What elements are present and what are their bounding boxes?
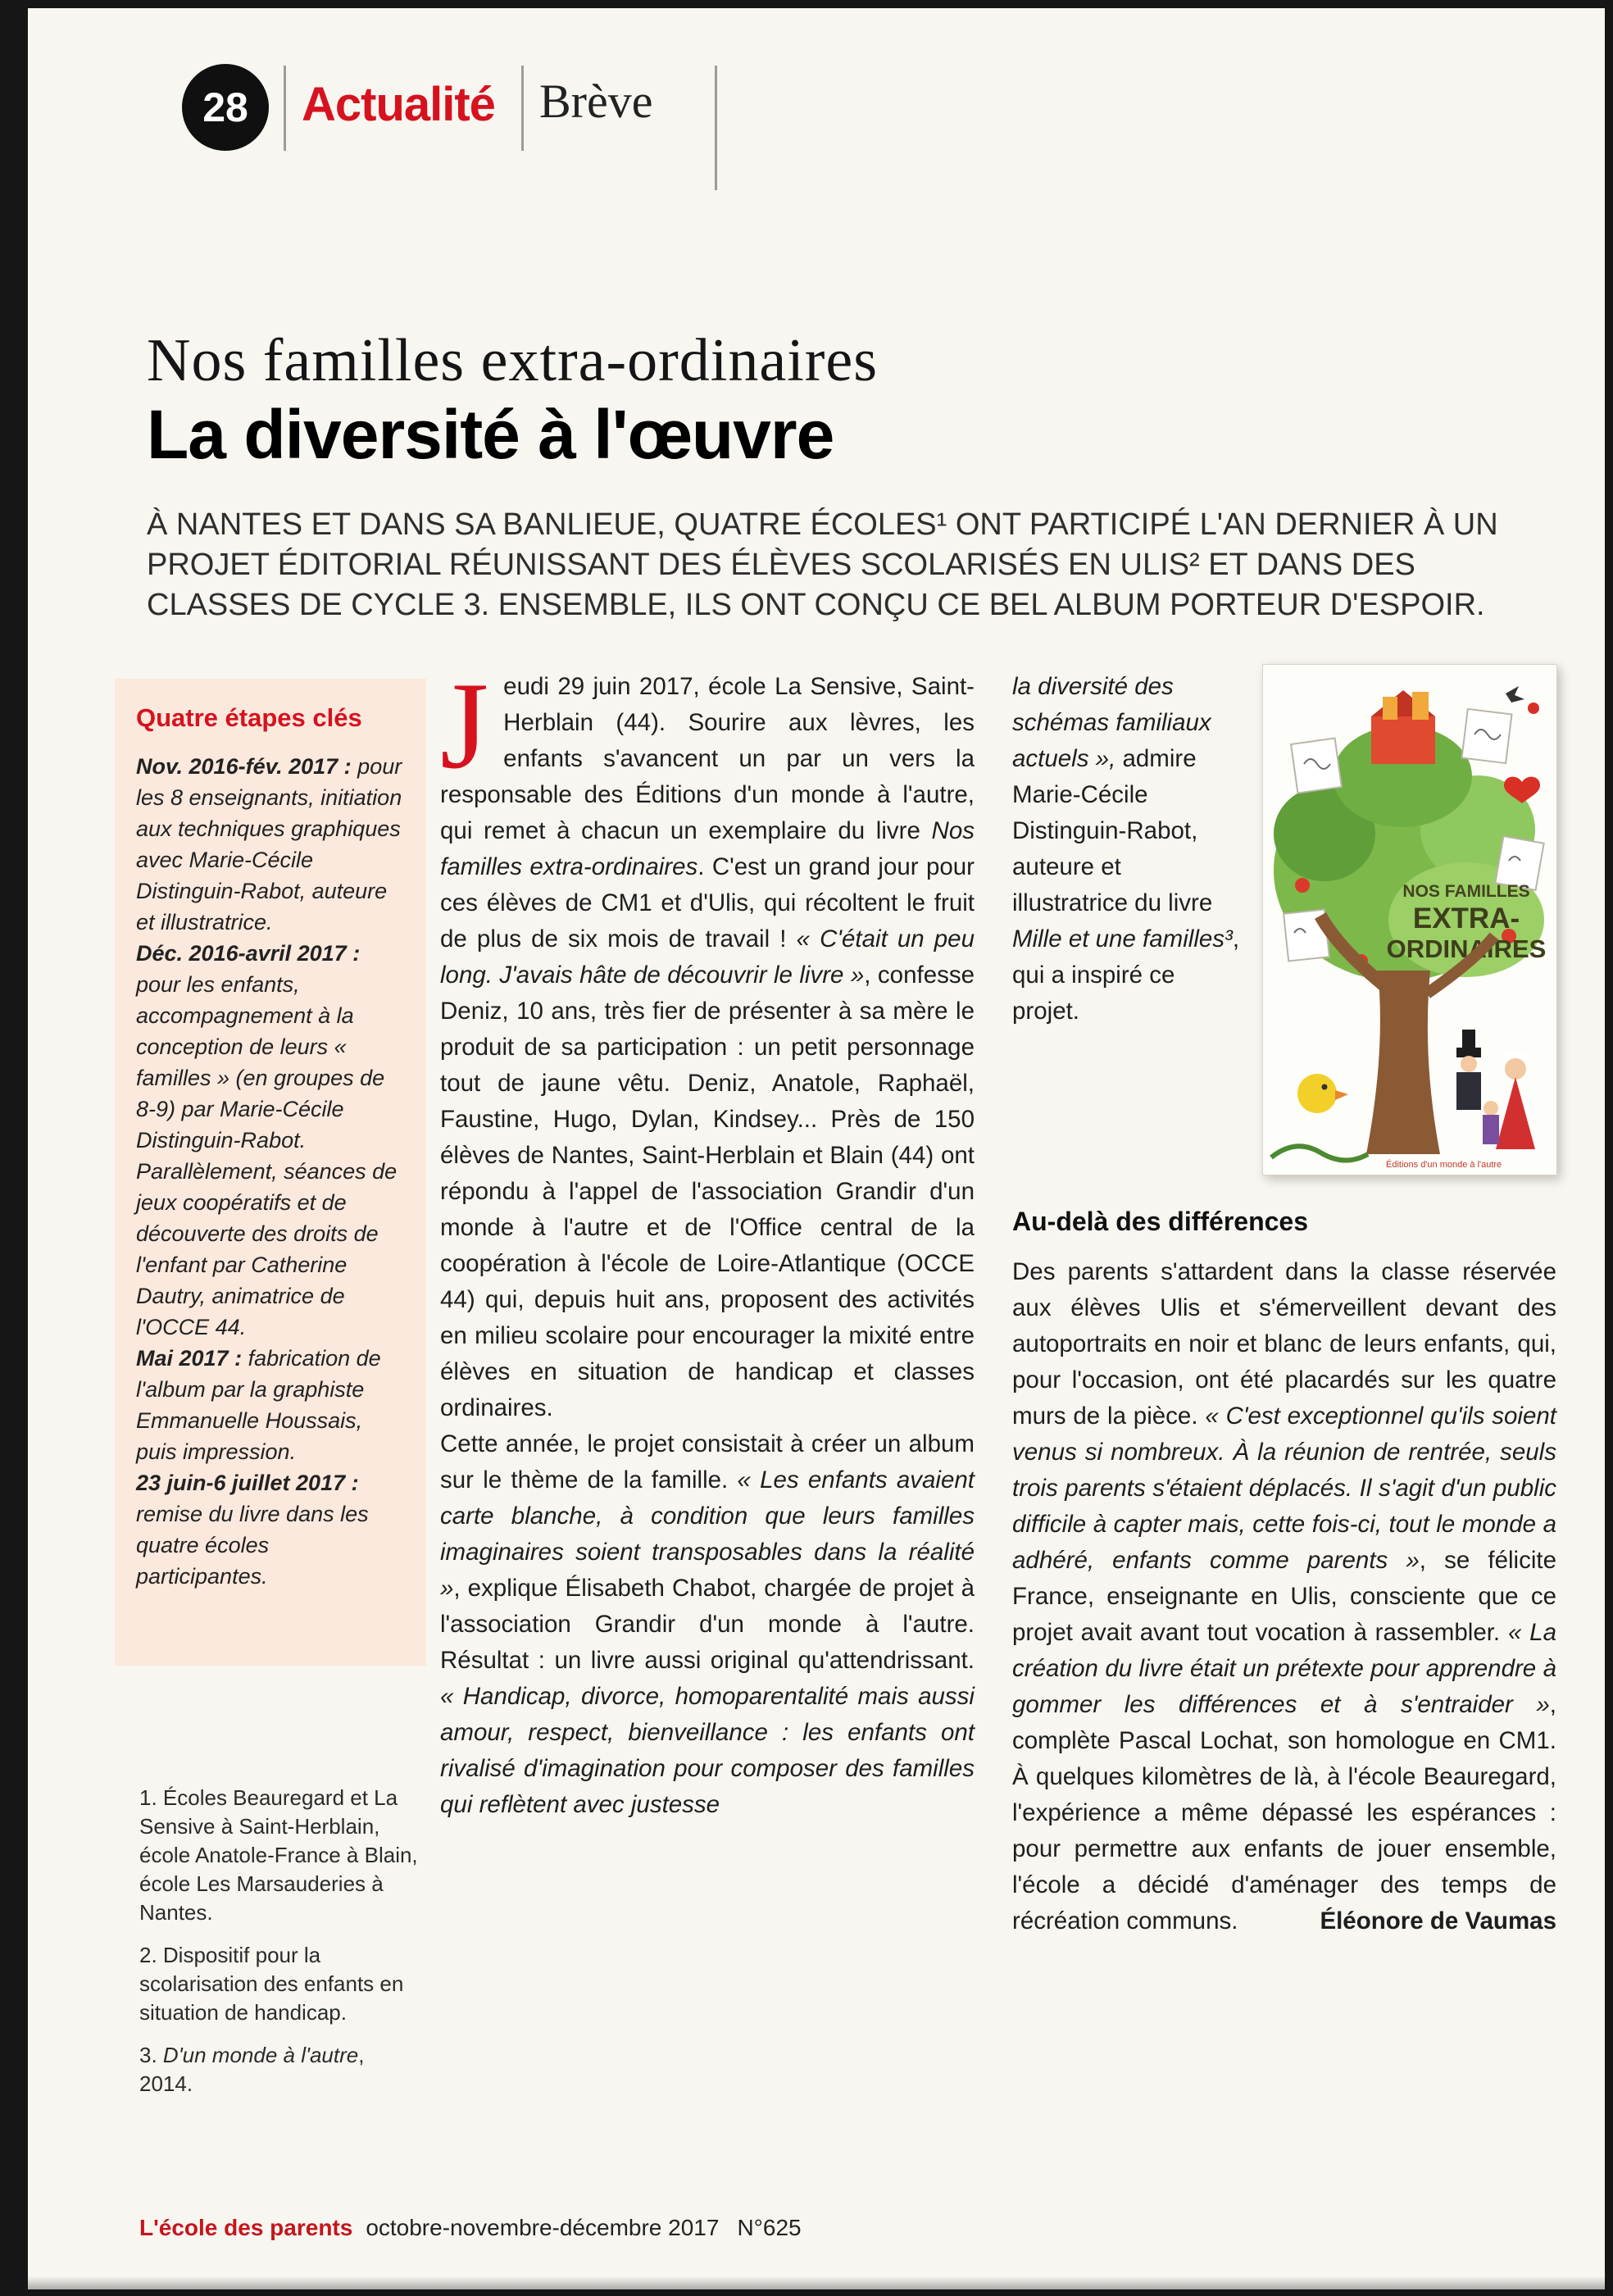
sidebar-step: Déc. 2016-avril 2017 : pour les enfants, accompagnement à la conception de leurs « familles » (en groupes de 8-9) par Marie-Cécile Distinguin-Rabot. Parallèlement, séances de jeux coopératifs et de découverte des droits de l'enfant par Catherine Dautry, animatrice de l'OCCE 44. — [136, 941, 398, 1339]
right-column — [1012, 1254, 1556, 1939]
magazine-page — [28, 8, 1605, 2289]
byline: Éléonore de Vaumas — [1320, 1907, 1556, 1935]
sidebar-box — [115, 679, 426, 1666]
header-divider — [521, 66, 524, 151]
section-label: Actualité — [302, 78, 495, 131]
cover-caption: Éditions d'un monde à l'autre — [1386, 1160, 1502, 1170]
paragraph — [440, 657, 975, 1426]
page-footer — [139, 2215, 802, 2241]
footnotes — [139, 1784, 422, 2112]
footer-issue-date: octobre-novembre-décembre 2017 — [366, 2215, 720, 2240]
cover-title-line1: NOS FAMILLES — [1402, 882, 1530, 901]
paragraph: Des parents s'attardent dans la classe réservée aux élèves Ulis et s'émerveillent devant des autoportraits en noir et blanc de leurs enfants, qui, pour l'occasion, ont été placardés sur les quatre murs de la pièce. « C'est exceptionnel qu'ils soient venus si nombreux. À la réunion de rentrée, seuls trois parents s'étaient déplacés. Il s'agit d'un public difficile à capter mais, cette fois-ci, tout le monde a adhéré, enfants comme parents », se félicite France, enseignante en Ulis, consciente que ce projet avait avant tout vocation à rassembler. « La création du livre était un prétexte pour apprendre à gommer les différences et à s'entraider », complète Pascal Lochat, son homologue en CM1. À quelques kilomètres de là, à l'école Beauregard, l'expérience a même dépassé les espérances : pour permettre aux enfants de jouer ensemble, l'école a décidé d'aménager des temps de récréation communs. — [1012, 1258, 1556, 1935]
book-cover — [1262, 664, 1557, 1175]
article-standfirst: À NANTES ET DANS SA BANLIEUE, QUATRE ÉCOLES¹ ONT PARTICIPÉ L'AN DERNIER À UN PROJET ÉDITORIAL RÉUNISSANT DES ÉLÈVES SCOLARISÉS EN ULIS² ET DANS DES CLASSES DE CYCLE 3. ENSEMBLE, ILS ONT CONÇU CE BEL ALBUM PORTEUR D'ESPOIR. — [147, 507, 1498, 622]
cover-castle — [1371, 716, 1435, 764]
sidebar-step: Nov. 2016-fév. 2017 : pour les 8 enseignants, initiation aux techniques graphiques avec Marie-Cécile Distinguin-Rabot, auteure et illustratrice. — [136, 754, 402, 934]
header-divider — [715, 66, 717, 190]
header-divider — [284, 66, 286, 151]
footnote: 2. Dispositif pour la scolarisation des enfants en situation de handicap. — [139, 1943, 404, 2025]
section-subheading: Au-delà des différences — [1012, 1207, 1308, 1236]
footer-issue-number: N°625 — [737, 2215, 802, 2240]
cover-child — [1483, 1101, 1499, 1144]
drop-cap: J — [440, 657, 489, 794]
cover-title-line2: EXTRA- — [1412, 902, 1520, 934]
cover-illustration — [1263, 665, 1556, 1175]
footnote: 1. Écoles Beauregard et La Sensive à Saint-Herblain, école Anatole-France à Blain, école Les Marsauderies à Nantes. — [139, 1785, 418, 1925]
paragraph: la diversité des schémas familiaux actuels », admire Marie-Cécile Distinguin-Rabot, auteure et illustratrice du livre Mille et une familles³, qui a inspiré ce projet. — [1012, 673, 1240, 1025]
sidebar-step: 23 juin-6 juillet 2017 : remise du livre dans les quatre écoles participantes. — [136, 1471, 369, 1589]
quote-continuation-column — [1012, 669, 1243, 1030]
footnote: 3. D'un monde à l'autre, 2014. — [139, 2043, 365, 2096]
page-number: 28 — [202, 84, 248, 130]
article-kicker: Nos familles extra-ordinaires — [147, 327, 879, 394]
sidebar-title: Quatre étapes clés — [136, 703, 362, 732]
paragraph: Cette année, le projet consistait à créer un album sur le thème de la famille. « Les enfants avaient carte blanche, à condition que leurs familles imaginaires soient transposables dans la réalité », explique Élisabeth Chabot, chargée de projet à l'association Grandir d'un monde à l'autre. Résultat : un livre aussi original qu'attendrissant. « Handicap, divorce, homoparentalité mais aussi amour, respect, bienveillance : les enfants ont rivalisé d'imagination pour composer des familles qui reflètent avec justesse — [440, 1430, 975, 1818]
page-number-badge — [182, 64, 269, 151]
article-body-column — [440, 657, 975, 1823]
sidebar-step: Mai 2017 : fabrication de l'album par la graphiste Emmanuelle Houssais, puis impression. — [136, 1346, 381, 1464]
footer-brand: L'école des parents — [139, 2215, 353, 2240]
subsection-label: Brève — [539, 75, 653, 128]
paragraph-text: eudi 29 juin 2017, école La Sensive, Saint-Herblain (44). Sourire aux lèvres, les enfants s'avancent un par un vers la responsable des Éditions d'un monde à l'autre, qui remet à chacun un exemplaire du livre Nos familles extra-ordinaires. C'est un grand jour pour ces élèves de CM1 et d'Ulis, qui récoltent le fruit de plus de six mois de travail ! « C'était un peu long. J'avais hâte de découvrir le livre », confesse Deniz, 10 ans, très fier de présenter à sa mère le produit de sa participation : un petit personnage tout de jaune vêtu. Deniz, Anatole, Raphaël, Faustine, Hugo, Dylan, Kindsey... Près de 150 élèves de Nantes, Saint-Herblain et Blain (44) ont répondu à l'appel de l'association Grandir d'un monde à l'autre et de l'Office central de la coopération à l'école de Loire-Atlantique (OCCE 44) qui, depuis huit ans, proposent des activités en milieu scolaire pour encourager la mixité entre élèves en situation de handicap et classes ordinaires. — [440, 673, 975, 1421]
article-title: La diversité à l'œuvre — [147, 396, 834, 473]
cover-title-line3: ORDINAIRES — [1386, 934, 1547, 963]
